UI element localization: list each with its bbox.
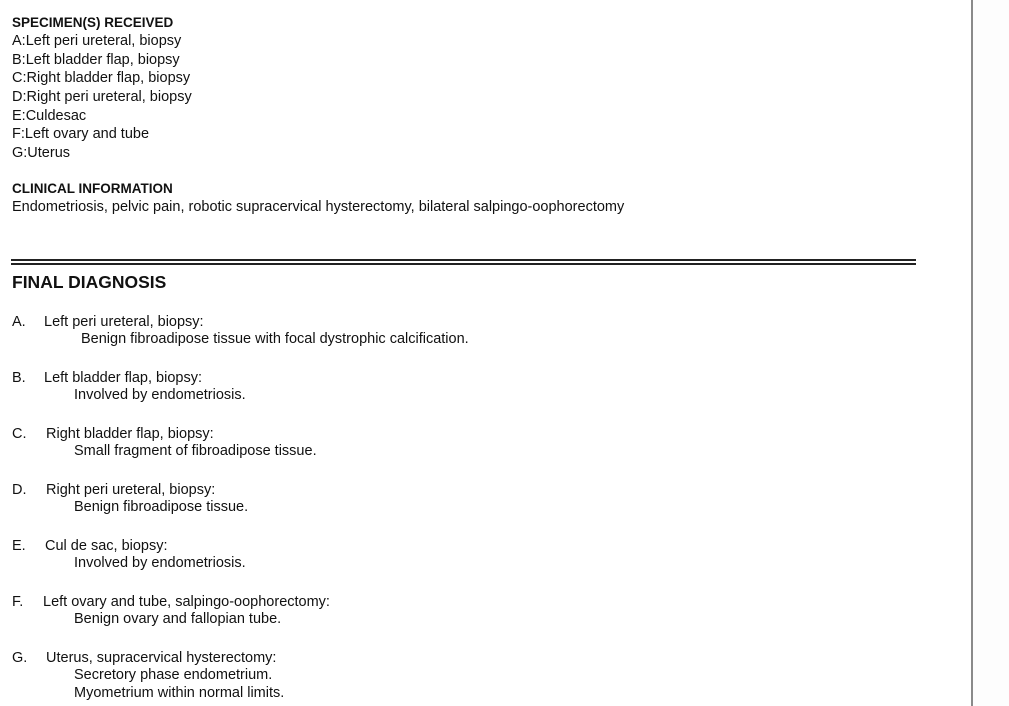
diagnosis-result: Involved by endometriosis. — [74, 387, 246, 403]
diagnosis-item-d — [0, 481, 900, 521]
diagnosis-letter: G. — [12, 650, 28, 666]
diagnosis-result: Small fragment of fibroadipose tissue. — [74, 443, 317, 459]
diagnosis-letter: E. — [12, 538, 26, 554]
double-divider — [11, 259, 916, 265]
diagnosis-item-e — [0, 537, 900, 577]
diagnosis-title: Right peri ureteral, biopsy: — [46, 482, 216, 498]
specimen-item: A:Left peri ureteral, biopsy — [12, 33, 182, 49]
diagnosis-letter: A. — [12, 314, 26, 330]
diagnosis-result: Involved by endometriosis. — [74, 555, 246, 571]
diagnosis-title: Cul de sac, biopsy: — [45, 538, 168, 554]
clinical-heading: CLINICAL INFORMATION — [12, 181, 173, 196]
specimen-item: G:Uterus — [12, 145, 71, 161]
diagnosis-item-c — [0, 425, 900, 465]
diagnosis-title: Uterus, supracervical hysterectomy: — [46, 650, 277, 666]
specimen-item: C:Right bladder flap, biopsy — [12, 70, 191, 86]
diagnosis-title: Left bladder flap, biopsy: — [44, 370, 202, 386]
final-diagnosis-heading: FINAL DIAGNOSIS — [12, 272, 167, 292]
diagnosis-title: Right bladder flap, biopsy: — [46, 426, 214, 442]
diagnosis-item-b — [0, 369, 900, 409]
specimen-item: F:Left ovary and tube — [12, 126, 150, 142]
diagnosis-letter: D. — [12, 482, 27, 498]
diagnosis-item-g — [0, 649, 900, 706]
diagnosis-letter: B. — [12, 370, 26, 386]
diagnosis-result: Myometrium within normal limits. — [74, 685, 285, 701]
specimen-item: D:Right peri ureteral, biopsy — [12, 89, 192, 105]
diagnosis-title: Left ovary and tube, salpingo-oophorectomy: — [43, 594, 330, 610]
diagnosis-item-f — [0, 593, 900, 633]
diagnosis-item-a — [0, 313, 900, 353]
diagnosis-result: Benign fibroadipose tissue. — [74, 499, 249, 515]
diagnosis-result: Benign ovary and fallopian tube. — [74, 611, 282, 627]
specimens-heading: SPECIMEN(S) RECEIVED — [12, 15, 174, 30]
diagnosis-title: Left peri ureteral, biopsy: — [44, 314, 204, 330]
clinical-text: Endometriosis, pelvic pain, robotic supracervical hysterectomy, bilateral salpingo-oophorectomy — [12, 199, 625, 215]
diagnosis-letter: F. — [12, 594, 24, 610]
diagnosis-result: Benign fibroadipose tissue with focal dystrophic calcification. — [81, 331, 469, 347]
specimen-item: E:Culdesac — [12, 108, 87, 124]
specimen-item: B:Left bladder flap, biopsy — [12, 52, 180, 68]
diagnosis-letter: C. — [12, 426, 27, 442]
diagnosis-result: Secretory phase endometrium. — [74, 667, 273, 683]
right-margin-pane — [973, 0, 1009, 706]
